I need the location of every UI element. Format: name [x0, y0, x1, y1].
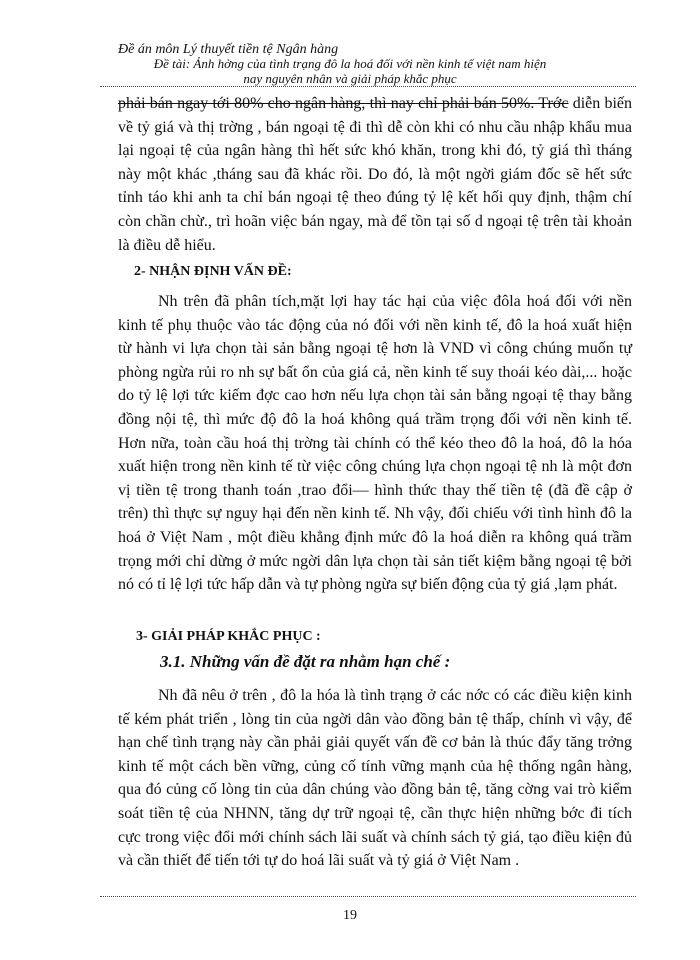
header-course-title: Đề án môn Lý thuyết tiền tệ Ngân hàng: [118, 42, 339, 57]
header-topic-line2: nay nguyên nhân và giải pháp khắc phục: [243, 71, 457, 86]
paragraph-2: Nh trên đã phân tích,mặt lợi hay tác hại của việc đôla hoá đối với nền kinh tế phụ thuộc vào tác động của nó đối với nền kinh tế, đô la hoá xuất hiện từ hành vi lựa chọn tài sản bằng ngoại tệ hơn là VND vì công chúng muốn tự phòng ngừa rủi ro nh sự bất ổn của giá cả, nền kinh tế suy thoái kéo dài,... hoặc do tỷ lệ lợi tức kiếm đợc cao hơn nếu lựa chọn tài sản bằng ngoại tệ thay bằng đồng nội tệ, thì mức độ đô la hoá không quá trầm trọng đối với nền kinh tế. Hơn nữa, toàn cầu hoá thị trờng tài chính có thể kéo theo đô la hoá, đô la hóa xuất hiện trong nền kinh tế từ việc công chúng lựa chọn ngoại tệ nh là một đơn vị tiền tệ trong thanh toán ,trao đổi— hình thức thay thế tiền tệ (đã đề cập ở trên) thì thực sự nguy hại đến nền kinh tế. Nh vậy, đối chiếu với tình hình đô la hoá ở Việt Nam , một điều khẳng định mức đô la hoá diễn ra không quá trầm trọng mới chỉ dừng ở mức ngời dân lựa chọn tài sản tiết kiệm bằng ngoại tệ bởi nó có tỉ lệ lợi tức hấp dẫn và tự phòng ngừa sự biến động của tỷ giá ,lạm phát.: [118, 293, 632, 594]
header-topic-line1: Đề tài: Ảnh hởng của tình trạng đô la hoá đối với nền kinh tế việt nam hiện: [153, 56, 547, 71]
page-number: 19: [343, 908, 357, 923]
heading-section-2: 2- NHẬN ĐỊNH VẤN ĐỀ:: [134, 264, 292, 279]
paragraph-1: [118, 92, 632, 257]
paragraph-1-text: diễn biến về tỷ giá và thị trờng , bán ngoại tệ đi thì dễ còn khi có nhu cầu nhập khẩu mua lại ngoại tệ của ngân hàng thì hết sức khó khăn, trong khi đó, tỷ giá thì tháng này một khác ,tháng sau đã khác rồi. Do đó, là một ngời giám đốc sẽ hết sức tỉnh táo khi anh ta chỉ bán ngoại tệ theo đúng tỷ lệ kết hối quy định, thậm chí còn chần chừ., trì hoãn việc bán ngay, mà để tồn tại số d ngoại tệ trên tài khoản là điều dễ hiểu.: [118, 95, 633, 254]
paragraph-1-first-line: phải bán ngay tới 80% cho ngân hàng, thì nay chỉ phải bán 50%. Trớc: [118, 95, 569, 112]
header-divider: [100, 86, 636, 87]
heading-subsection-3-1: 3.1. Những vấn đề đặt ra nhằm hạn chế :: [160, 652, 451, 671]
footer-divider: [100, 896, 636, 897]
heading-section-3: 3- GIẢI PHÁP KHẮC PHỤC :: [136, 629, 321, 644]
paragraph-3: Nh đã nêu ở trên , đô la hóa là tình trạng ở các nớc có các điều kiện kinh tế kém phát triển , lòng tin của ngời dân vào đồng bản tệ thấp, chính vì vậy, để hạn chế tình trạng này cần phải giải quyết vấn đề cơ bản là thúc đẩy tăng trởng kinh tế một cách bền vững, củng cố tính vững mạnh của hệ thống ngân hàng, qua đó củng cố lòng tin của dân chúng vào đồng bản tệ, tăng cờng vai trò kiểm soát tiền tệ của NHNN, tăng dự trữ ngoại tệ, cần thực hiện những bớc đi tích cực trong việc đổi mới chính sách lãi suất và chính sách tỷ giá, tạo điều kiện đủ và cần thiết để tiến tới tự do hoá lãi suất và tỷ giá ở Việt Nam .: [118, 687, 632, 870]
